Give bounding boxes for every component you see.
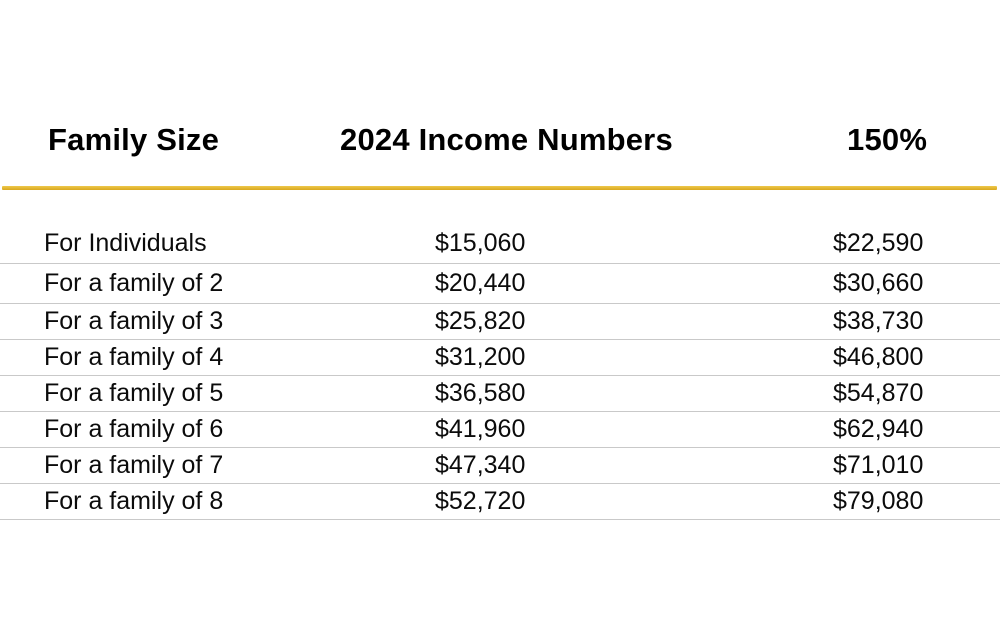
family-size-cell: For a family of 7 xyxy=(44,451,224,479)
table-row xyxy=(0,190,1000,264)
income-2024-cell: $47,340 xyxy=(435,451,526,479)
income-2024-cell: $25,820 xyxy=(435,307,526,335)
column-header-2024-income-numbers: 2024 Income Numbers xyxy=(340,122,673,157)
family-size-cell: For a family of 2 xyxy=(44,269,224,297)
pct-150-cell: $79,080 xyxy=(833,487,924,515)
table-row xyxy=(0,264,1000,304)
income-2024-cell: $41,960 xyxy=(435,415,526,443)
table-header-row xyxy=(0,118,1000,162)
income-2024-cell: $36,580 xyxy=(435,379,526,407)
pct-150-cell: $54,870 xyxy=(833,379,924,407)
pct-150-cell: $46,800 xyxy=(833,343,924,371)
family-size-cell: For Individuals xyxy=(44,229,207,257)
pct-150-cell: $71,010 xyxy=(833,451,924,479)
pct-150-cell: $22,590 xyxy=(833,229,924,257)
income-2024-cell: $15,060 xyxy=(435,229,526,257)
table-row xyxy=(0,304,1000,340)
table-body xyxy=(0,190,1000,520)
table-row xyxy=(0,340,1000,376)
table-row xyxy=(0,412,1000,448)
table-row xyxy=(0,448,1000,484)
table-row xyxy=(0,376,1000,412)
family-size-cell: For a family of 6 xyxy=(44,415,224,443)
pct-150-cell: $38,730 xyxy=(833,307,924,335)
pct-150-cell: $30,660 xyxy=(833,269,924,297)
income-2024-cell: $52,720 xyxy=(435,487,526,515)
family-size-cell: For a family of 5 xyxy=(44,379,224,407)
income-2024-cell: $31,200 xyxy=(435,343,526,371)
pct-150-cell: $62,940 xyxy=(833,415,924,443)
family-size-cell: For a family of 3 xyxy=(44,307,224,335)
family-size-cell: For a family of 8 xyxy=(44,487,224,515)
column-header-150-percent: 150% xyxy=(847,122,928,157)
income-2024-cell: $20,440 xyxy=(435,269,526,297)
family-size-cell: For a family of 4 xyxy=(44,343,224,371)
table-row xyxy=(0,484,1000,520)
column-header-family-size: Family Size xyxy=(48,122,220,157)
